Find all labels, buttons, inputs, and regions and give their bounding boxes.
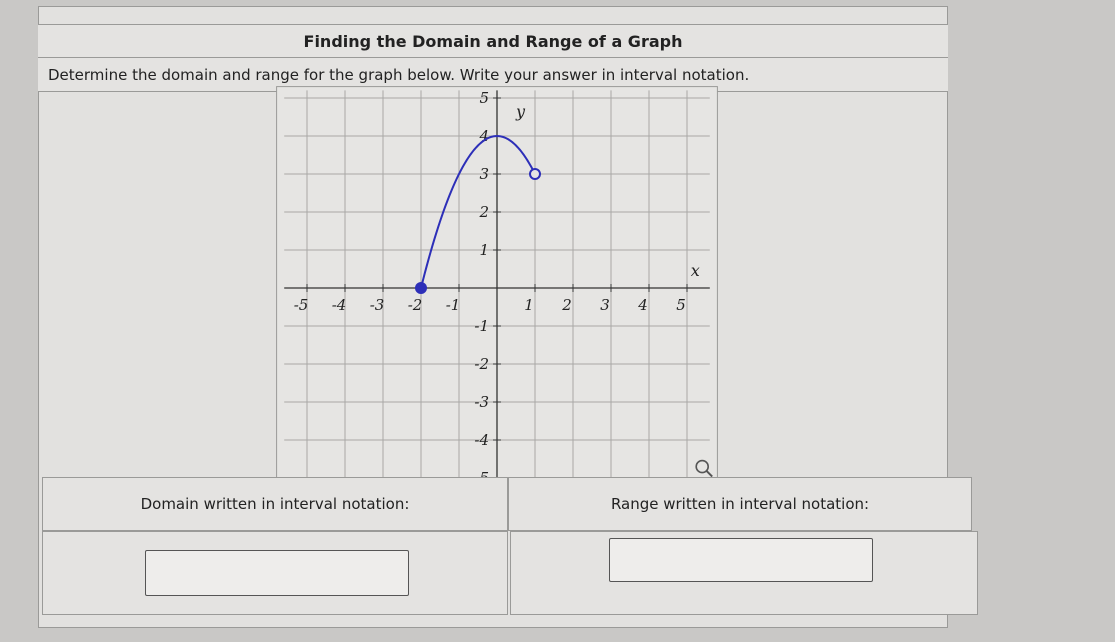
page-title: Finding the Domain and Range of a Graph	[38, 24, 948, 58]
instructions: Determine the domain and range for the graph below. Write your answer in interval notation.	[38, 58, 948, 92]
domain-answer-cell	[42, 531, 508, 615]
y-tick-label: 3	[479, 165, 489, 183]
domain-input[interactable]	[145, 550, 409, 596]
graph-panel	[38, 89, 968, 477]
x-tick-label: -1	[445, 296, 461, 314]
y-tick-label: -2	[474, 355, 489, 373]
y-axis-label: y	[516, 102, 526, 121]
x-tick-label: 2	[562, 296, 572, 314]
x-tick-label: 1	[524, 296, 534, 314]
y-tick-label: -4	[474, 431, 489, 449]
range-label: Range written in interval notation:	[610, 495, 870, 513]
y-tick-label: 4	[479, 127, 489, 145]
x-tick-label: -3	[369, 296, 385, 314]
range-input[interactable]	[609, 538, 873, 582]
x-tick-label: -5	[293, 296, 309, 314]
domain-header	[42, 477, 508, 531]
closed-endpoint	[415, 282, 427, 294]
y-tick-label: 1	[479, 241, 489, 259]
range-answer-cell	[510, 531, 978, 615]
coordinate-graph	[38, 89, 968, 477]
x-tick-label: 3	[600, 296, 610, 314]
x-tick-label: -2	[407, 296, 423, 314]
y-tick-label: -3	[474, 393, 489, 411]
x-tick-label: 4	[638, 296, 648, 314]
x-tick-label: -4	[331, 296, 347, 314]
x-axis-label: x	[690, 261, 700, 280]
y-tick-label: 5	[479, 89, 489, 107]
y-tick-label: 2	[479, 203, 489, 221]
open-endpoint	[530, 169, 540, 179]
domain-label: Domain written in interval notation:	[140, 495, 410, 513]
x-tick-label: 5	[676, 296, 686, 314]
range-header	[508, 477, 972, 531]
y-tick-label: -1	[474, 317, 489, 335]
